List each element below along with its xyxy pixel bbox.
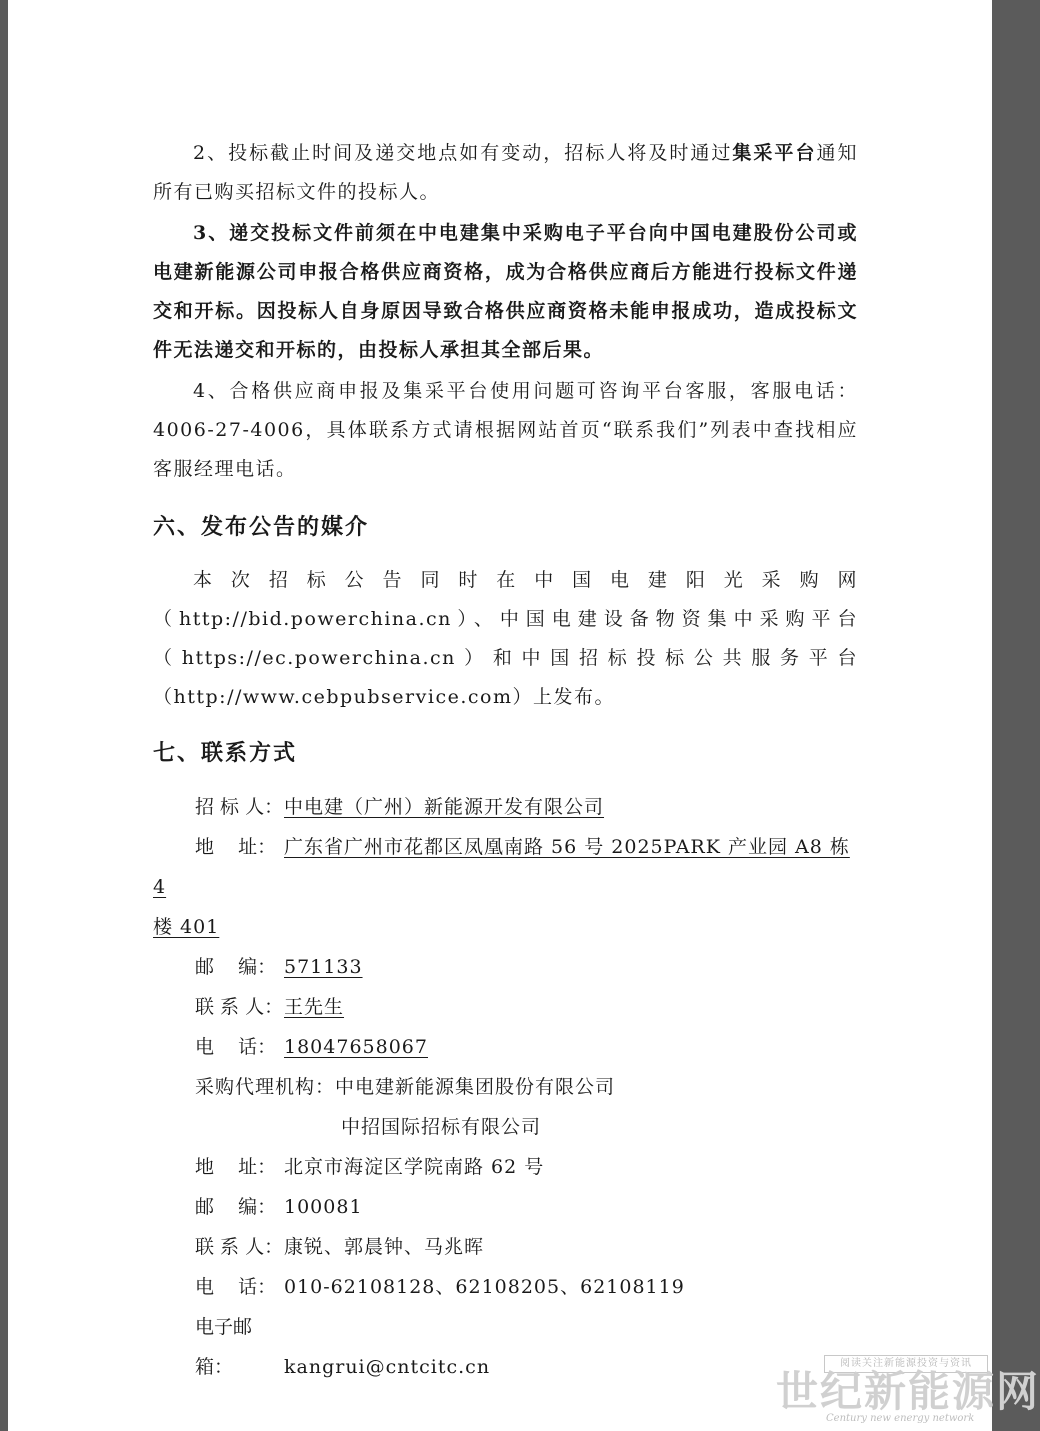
tenderer-row	[153, 787, 858, 827]
section-6-body: 本次招标公告同时在中国电建阳光采购网（http://bid.powerchina.cn）、中国电建设备物资集中采购平台（https://ec.powerchina.cn）和中国招标投标公共服务平台（http://www.cebpubservice.com）上发布。	[153, 569, 858, 708]
paragraph-2-bold: 集采平台	[732, 142, 817, 164]
agency-postcode-row	[153, 1187, 858, 1227]
tenderer-label: 招 标 人：	[195, 796, 284, 818]
agency-phone-row	[153, 1267, 858, 1307]
agency-contact-label: 联 系 人：	[195, 1236, 284, 1258]
tenderer-postcode-row	[153, 947, 858, 987]
watermark-logo-text: 世纪新能源网	[776, 1367, 1040, 1416]
contact-block	[153, 787, 858, 1387]
paragraph-4: 4、合格供应商申报及集采平台使用问题可咨询平台客服，客服电话：4006-27-4006，具体联系方式请根据网站首页“联系我们”列表中查找相应客服经理电话。	[153, 380, 858, 480]
agency-address-value: 北京市海淀区学院南路 62 号	[284, 1156, 545, 1178]
site-watermark	[776, 1355, 1040, 1425]
agency-contact-value: 康锐、郭晨钟、马兆晖	[284, 1236, 485, 1258]
tenderer-address-row	[153, 827, 858, 907]
section-6-title: 六、发布公告的媒介	[153, 514, 370, 540]
agency-label: 采购代理机构：	[195, 1076, 336, 1098]
email-label: 电子邮箱：	[195, 1316, 253, 1378]
agency-phone-value: 010-62108128、62108205、62108119	[284, 1276, 685, 1298]
tenderer-phone-row	[153, 1027, 858, 1067]
agency-email-row	[153, 1307, 858, 1387]
postcode-value: 571133	[284, 956, 363, 978]
document-body	[153, 134, 858, 1387]
agency-contact-row	[153, 1227, 858, 1267]
address-value: 广东省广州市花都区凤凰南路 56 号 2025PARK 产业园 A8 栋 4	[153, 836, 850, 898]
paragraph-2-text: 2、投标截止时间及递交地点如有变动，招标人将及时通过	[193, 142, 733, 164]
tenderer-contact-row	[153, 987, 858, 1027]
paragraph-2	[153, 134, 858, 212]
watermark-banner: 阅读关注新能源投资与资讯	[824, 1355, 988, 1373]
agency-address-row	[153, 1147, 858, 1187]
agency-address-label: 地 址：	[195, 1156, 277, 1178]
agency-name-1: 中电建新能源集团股份有限公司	[335, 1076, 616, 1098]
agency-postcode-value: 100081	[284, 1196, 363, 1218]
agency-row-2	[153, 1107, 858, 1147]
agency-name-2: 中招国际招标有限公司	[341, 1116, 542, 1138]
phone-label: 电 话：	[195, 1036, 277, 1058]
postcode-label: 邮 编：	[195, 956, 277, 978]
contact-person-value: 王先生	[284, 996, 345, 1018]
agency-phone-label: 电 话：	[195, 1276, 277, 1298]
agency-row	[153, 1067, 858, 1107]
contact-person-label: 联 系 人：	[195, 996, 284, 1018]
tenderer-address-cont	[153, 907, 858, 947]
document-page	[8, 0, 1040, 1431]
email-value[interactable]: kangrui@cntcitc.cn	[284, 1356, 491, 1378]
section-7-title: 七、联系方式	[153, 740, 298, 766]
agency-postcode-label: 邮 编：	[195, 1196, 277, 1218]
paragraph-2-text-end: 通知所有已购买招标文件的投标人。	[153, 142, 858, 203]
paragraph-3: 3、递交投标文件前须在中电建集中采购电子平台向中国电建股份公司或电建新能源公司申报合格供应商资格，成为合格供应商后方能进行投标文件递交和开标。因投标人自身原因导致合格供应商资格未能申报成功，造成投标文件无法递交和开标的，由投标人承担其全部后果。	[153, 222, 858, 361]
tenderer-value: 中电建（广州）新能源开发有限公司	[284, 796, 605, 818]
address-label: 地 址：	[195, 836, 277, 858]
watermark-subtitle: Century new energy network	[826, 1413, 975, 1424]
phone-value: 18047658067	[284, 1036, 428, 1058]
address-value-cont: 楼 401	[153, 916, 220, 938]
